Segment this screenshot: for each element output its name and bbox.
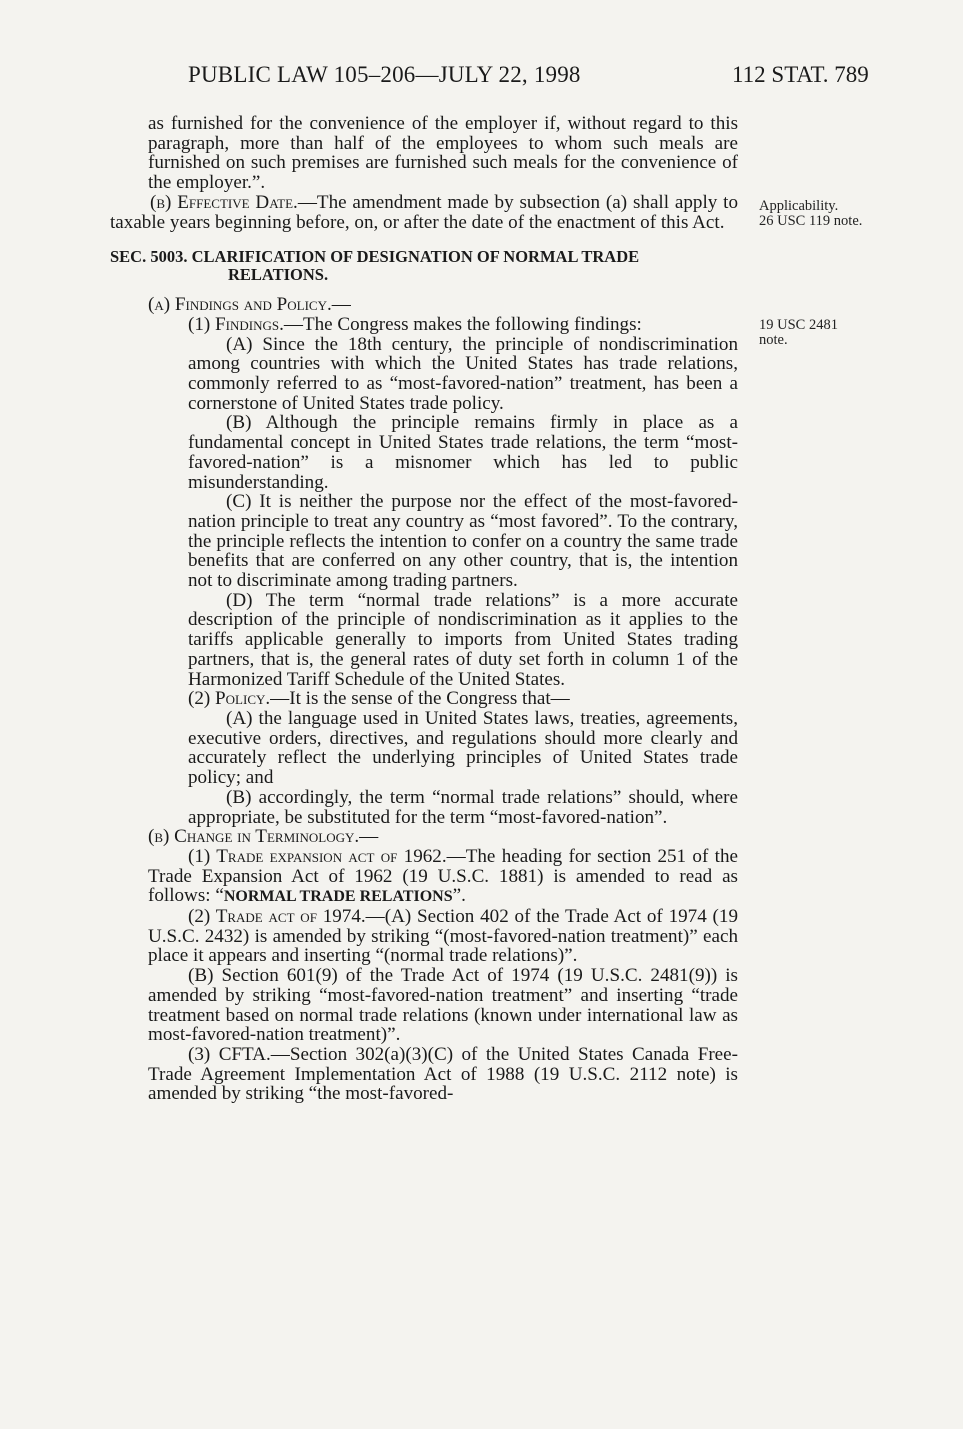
margin-note-applicability	[759, 199, 862, 229]
paragraph-policy	[110, 689, 738, 709]
paragraph-findings	[110, 315, 738, 335]
finding-a: (A) Since the 18th century, the principle of nondiscrimination among countries with which the United States has trade relations, commonly referred to as “most-favored-nation” treatment, has been a cornerstone of United States trade policy.	[188, 333, 738, 414]
paragraph-text: —Section 302(a)(3)(C) of the United States Canada Free-Trade Agreement Implementation Act of 1988 (19 U.S.C. 2112 note) is amended by striking “the most-favored-	[148, 1043, 738, 1105]
margin-note-usc	[759, 318, 838, 348]
paragraph-label: (1) Findings.	[188, 313, 284, 335]
paragraph-effective-date	[110, 193, 738, 232]
subsection-a-heading: (a) Findings and Policy.—	[148, 294, 351, 316]
policy-a: (A) the language used in United States laws, treaties, agreements, executive orders, directives, and regulations should more clearly and accurately reflect the underlying principles of United States trade policy; and	[188, 707, 738, 789]
finding-b: (B) Although the principle remains firmly in place as a fundamental concept in United States trade relations, the term “most-favored-nation” is a misnomer which has led to public misunderstanding.	[188, 412, 738, 493]
margin-note-line: 26 USC 119 note.	[759, 213, 863, 229]
subsection-b-heading: (b) Change in Terminology.—	[148, 826, 379, 848]
paragraph-trade-act-b: (B) Section 601(9) of the Trade Act of 1974 (19 U.S.C. 2481(9)) is amended by striking “most-favored-nation treatment” and inserting “trade treatment based on normal trade relations (known under international law as most-favored-nation treatment)”.	[148, 965, 738, 1046]
paragraph-trade-act	[110, 907, 738, 966]
paragraph-label: (2) Policy.	[188, 688, 271, 710]
paragraph-text: —(A) Section 402 of the Trade Act of 1974 (19 U.S.C. 2432) is amended by striking “(most-favored-nation treatment)” each place it appears and inserting “(normal trade relations)”.	[148, 906, 738, 967]
section-label: SEC. 5003.	[110, 247, 188, 267]
finding-d: (D) The term “normal trade relations” is a more accurate description of the principle of nondiscrimination as it applies to the tariffs applicable generally to imports from United States trading partners, that is, the general rates of duty set forth in column 1 of the Harmonized Tariff Schedule of the United States.	[188, 589, 738, 690]
page-body	[110, 114, 738, 1104]
paragraph-label: (1) Trade expansion act of 1962.	[188, 845, 447, 867]
paragraph-cfta	[110, 1045, 738, 1104]
paragraph-text: —The Congress makes the following findings:	[283, 313, 642, 335]
subsection-label: (b) Effective Date.	[150, 191, 298, 213]
page-number: 112 STAT. 789	[732, 62, 869, 87]
margin-note-line: 19 USC 2481	[759, 317, 838, 333]
section-heading	[110, 248, 738, 284]
section-title: CLARIFICATION OF DESIGNATION OF NORMAL TRADE RELATIONS.	[191, 247, 640, 285]
paragraph-trade-expansion	[110, 847, 738, 907]
margin-note-line: note.	[759, 332, 788, 348]
policy-b: (B) accordingly, the term “normal trade relations” should, where appropriate, be substituted for the term “most-favored-nation”.	[188, 786, 738, 828]
paragraph-label: (2) Trade act of 1974.	[188, 906, 366, 928]
finding-c: (C) It is neither the purpose nor the effect of the most-favored-nation principle to treat any country as “most favored”. To the contrary, the principle reflects the intention to confer on a country the same trade benefits that are conferred on any other country, that is, the intention not to discriminate among trading partners.	[188, 491, 738, 592]
margin-note-line: Applicability.	[759, 198, 839, 214]
paragraph-continued: as furnished for the convenience of the employer if, without regard to this paragraph, more than half of the employees to whom such meals are furnished on such premises are furnished such meals for the convenience of the employer.”.	[148, 113, 738, 194]
paragraph-text-end: ”.	[452, 885, 466, 907]
paragraph-text: —It is the sense of the Congress that—	[270, 688, 570, 710]
running-header-title: PUBLIC LAW 105–206—JULY 22, 1998	[188, 62, 581, 87]
amended-heading: NORMAL TRADE RELATIONS	[223, 888, 453, 906]
paragraph-text: —The heading for section 251 of the Trade Expansion Act of 1962 (19 U.S.C. 1881) is amended to read as follows: “	[148, 845, 738, 907]
paragraph-label: (3) CFTA.	[188, 1043, 271, 1065]
subsection-text: —The amendment made by subsection (a) shall apply to taxable years beginning before, on, or after the date of the enactment of this Act.	[110, 191, 738, 233]
